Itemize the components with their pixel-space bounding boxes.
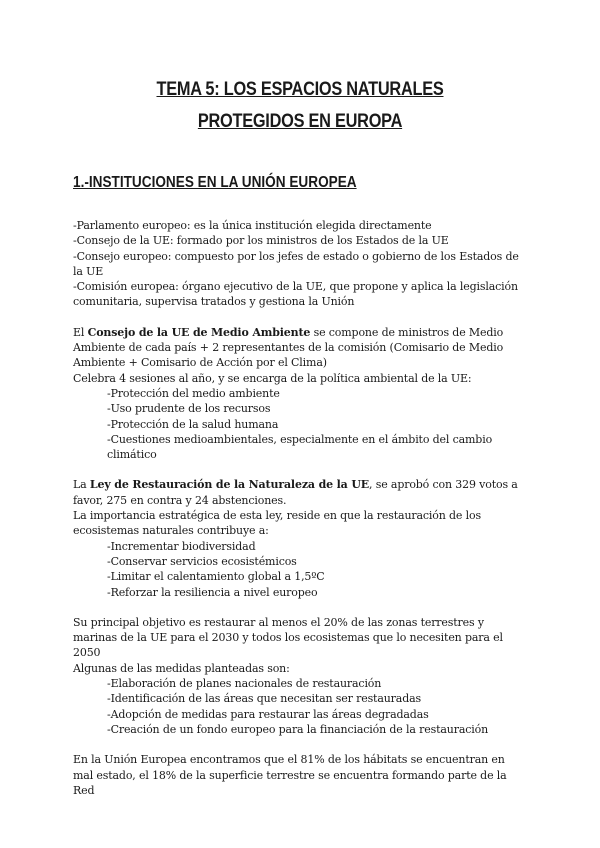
institution-item: -Parlamento europeo: es la única institución elegida directamente <box>73 219 432 232</box>
page-title: TEMA 5: LOS ESPACIOS NATURALES PROTEGIDOS EN EUROPA <box>156 79 444 132</box>
consejo-item: -Protección del medio ambiente <box>107 386 280 400</box>
ley-item: -Conservar servicios ecosistémicos <box>107 554 297 568</box>
ley-bold: Ley de Restauración de la Naturaleza de la UE <box>89 478 370 492</box>
ley-importance: La importancia estratégica de esta ley, reside en que la restauración de los ecosistemas naturales contribuye a: <box>73 509 481 538</box>
measure-item: -Creación de un fondo europeo para la financiación de la restauración <box>107 722 489 736</box>
ley-paragraph: La Ley de Restauración de la Naturaleza de la UE, se aprobó con 329 votos a favor, 275 en contra y 24 abstenciones. <box>73 478 518 507</box>
ley-item: -Reforzar la resiliencia a nivel europeo <box>107 585 318 599</box>
consejo-item: -Cuestiones medioambientales, especialmente en el ámbito del cambio climático <box>107 432 493 462</box>
consejo-item: -Protección de la salud humana <box>107 417 279 431</box>
consejo-paragraph: El Consejo de la UE de Medio Ambiente se compone de ministros de Medio Ambiente de cada país + 2 representantes de la comisión (Comisario de Medio Ambiente + Comisario de Acción por el Clima) <box>73 325 504 370</box>
ley-item: -Incrementar biodiversidad <box>107 539 256 553</box>
measure-item: -Elaboración de planes nacionales de restauración <box>107 677 382 691</box>
ley-item: -Limitar el calentamiento global a 1,5ºC <box>107 570 325 584</box>
institution-item: -Consejo europeo: compuesto por los jefes de estado o gobierno de los Estados de la UE <box>73 249 519 278</box>
consejo-sessions: Celebra 4 sesiones al año, y se encarga de la política ambiental de la UE: <box>73 371 472 385</box>
measure-item: -Identificación de las áreas que necesitan ser restauradas <box>107 692 421 706</box>
consejo-bold: Consejo de la UE de Medio Ambiente <box>87 325 311 339</box>
objetivo-paragraph: Su principal objetivo es restaurar al menos el 20% de las zonas terrestres y marinas de la UE para el 2030 y todos los ecosistemas que lo necesiten para el 2050 <box>73 615 503 660</box>
institution-item: -Consejo de la UE: formado por los ministros de los Estados de la UE <box>73 234 449 248</box>
document-body <box>73 218 528 798</box>
consejo-item: -Uso prudente de los recursos <box>107 402 271 416</box>
closing-paragraph: En la Unión Europea encontramos que el 81% de los hábitats se encuentran en mal estado, el 18% de la superficie terrestre se encuentra formando parte de la Red <box>73 753 507 797</box>
measure-item: -Adopción de medidas para restaurar las áreas degradadas <box>107 707 429 721</box>
institution-item: -Comisión europea: órgano ejecutivo de la UE, que propone y aplica la legislación comunitaria, supervisa tratados y gestiona la Unión <box>73 280 518 309</box>
section-heading: 1.-INSTITUCIONES EN LA UNIÓN EUROPEA <box>73 174 357 191</box>
measures-intro: Algunas de las medidas planteadas son: <box>73 661 290 675</box>
